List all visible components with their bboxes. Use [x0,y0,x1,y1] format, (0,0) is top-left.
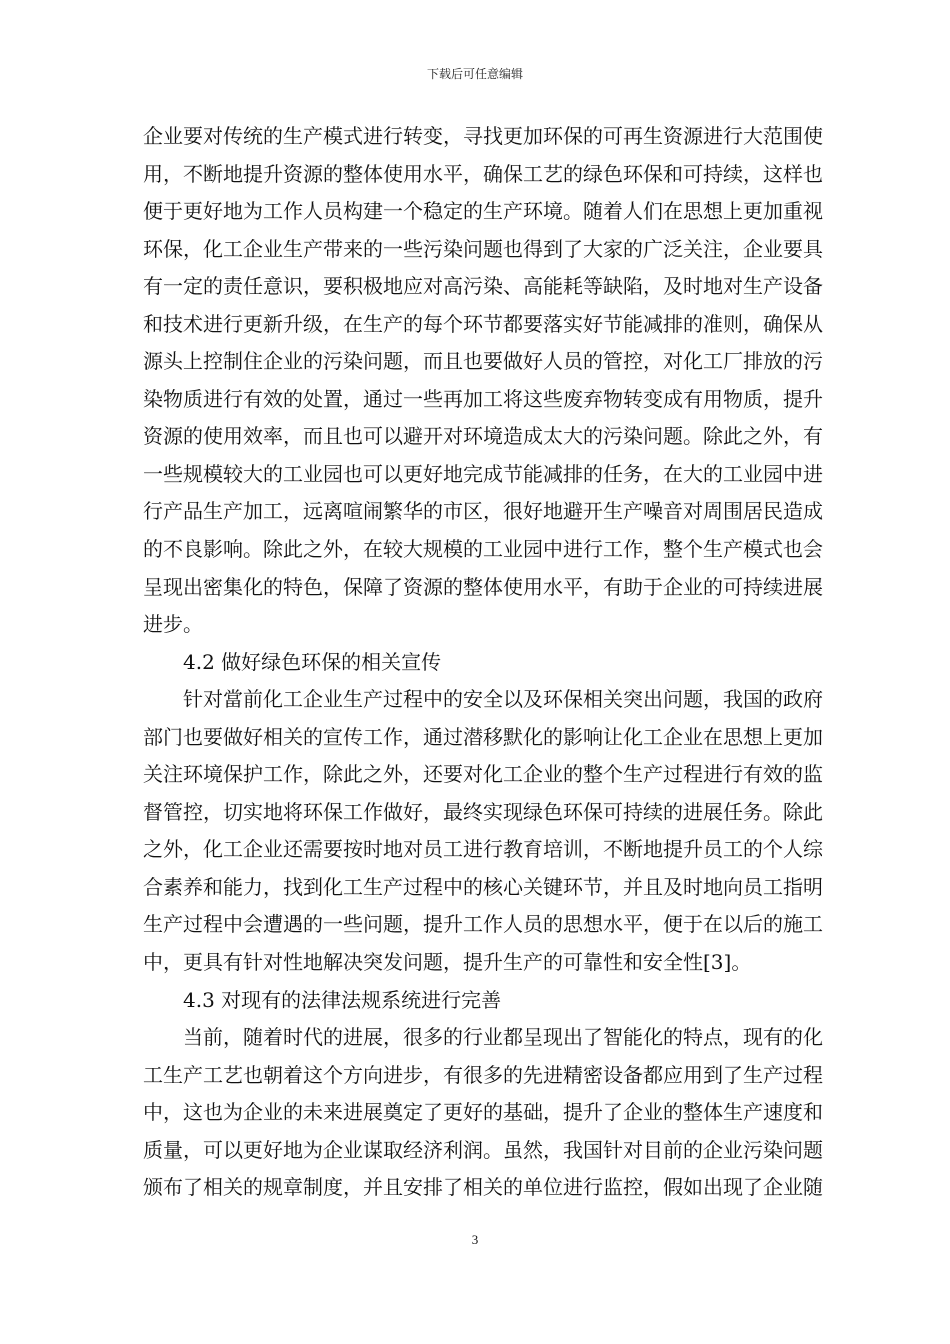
text-line: 行产品生产加工，远离喧闹繁华的市区，很好地避开生产噪音对周围居民造成 [143,499,823,524]
text-line: 中，这也为企业的未来进展奠定了更好的基础，提升了企业的整体生产速度和 [143,1100,823,1125]
text-line: 生产过程中会遭遇的一些问题，提升工作人员的思想水平，便于在以后的施工 [143,912,823,937]
text-line: 督管控，切实地将环保工作做好，最终实现绿色环保可持续的进展任务。除此 [143,799,823,824]
document-body [143,118,823,1207]
text-line: 呈现出密集化的特色，保障了资源的整体使用水平，有助于企业的可持续进展 [143,574,823,599]
text-line: 染物质进行有效的处置，通过一些再加工将这些废弃物转变成有用物质，提升 [143,386,823,411]
text-line: 质量，可以更好地为企业谋取经济利润。虽然，我国针对目前的企业污染问题 [143,1137,823,1162]
text-line: 一些规模较大的工业园也可以更好地完成节能减排的任务，在大的工业园中进 [143,461,823,486]
section-heading: 4.2 做好绿色环保的相关宣传 [183,649,442,674]
text-line: 进步。 [143,612,203,637]
section-heading: 4.3 对现有的法律法规系统进行完善 [183,987,502,1012]
text-line: 中，更具有针对性地解决突发问题，提升生产的可靠性和安全性[3]。 [143,950,752,975]
text-line: 资源的使用效率，而且也可以避开对环境造成太大的污染问题。除此之外，有 [143,424,823,449]
text-line: 关注环境保护工作，除此之外，还要对化工企业的整个生产过程进行有效的监 [143,762,823,787]
text-line: 便于更好地为工作人员构建一个稳定的生产环境。随着人们在思想上更加重视 [143,199,823,224]
text-line: 部门也要做好相关的宣传工作，通过潜移默化的影响让化工企业在思想上更加 [143,724,823,749]
text-line: 的不良影响。除此之外，在较大规模的工业园中进行工作，整个生产模式也会 [143,537,823,562]
text-line: 颁布了相关的规章制度，并且安排了相关的单位进行监控，假如出现了企业随 [143,1175,823,1200]
text-line: 有一定的责任意识，要积极地应对高污染、高能耗等缺陷，及时地对生产设备 [143,274,823,299]
text-line: 工生产工艺也朝着这个方向进步，有很多的先进精密设备都应用到了生产过程 [143,1062,823,1087]
text-line: 针对當前化工企业生产过程中的安全以及环保相关突出问题，我国的政府 [183,687,823,712]
text-line: 合素养和能力，找到化工生产过程中的核心关键环节，并且及时地向员工指明 [143,874,823,899]
text-line: 和技术进行更新升级，在生产的每个环节都要落实好节能减排的准则，确保从 [143,311,823,336]
text-line: 企业要对传统的生产模式进行转变，寻找更加环保的可再生资源进行大范围使 [143,124,823,148]
text-line: 环保，化工企业生产带来的一些污染问题也得到了大家的广泛关注，企业要具 [143,236,823,261]
text-line: 当前，随着时代的进展，很多的行业都呈现出了智能化的特点，现有的化 [183,1025,823,1050]
text-line: 用，不断地提升资源的整体使用水平，确保工艺的绿色环保和可持续，这样也 [143,161,823,186]
page-number: 3 [471,1232,479,1247]
page-header-note: 下载后可任意编辑 [426,67,523,81]
text-line: 源头上控制住企业的污染问题，而且也要做好人员的管控，对化工厂排放的污 [143,349,823,374]
text-line: 之外，化工企业还需要按时地对员工进行教育培训，不断地提升员工的个人综 [143,837,823,862]
